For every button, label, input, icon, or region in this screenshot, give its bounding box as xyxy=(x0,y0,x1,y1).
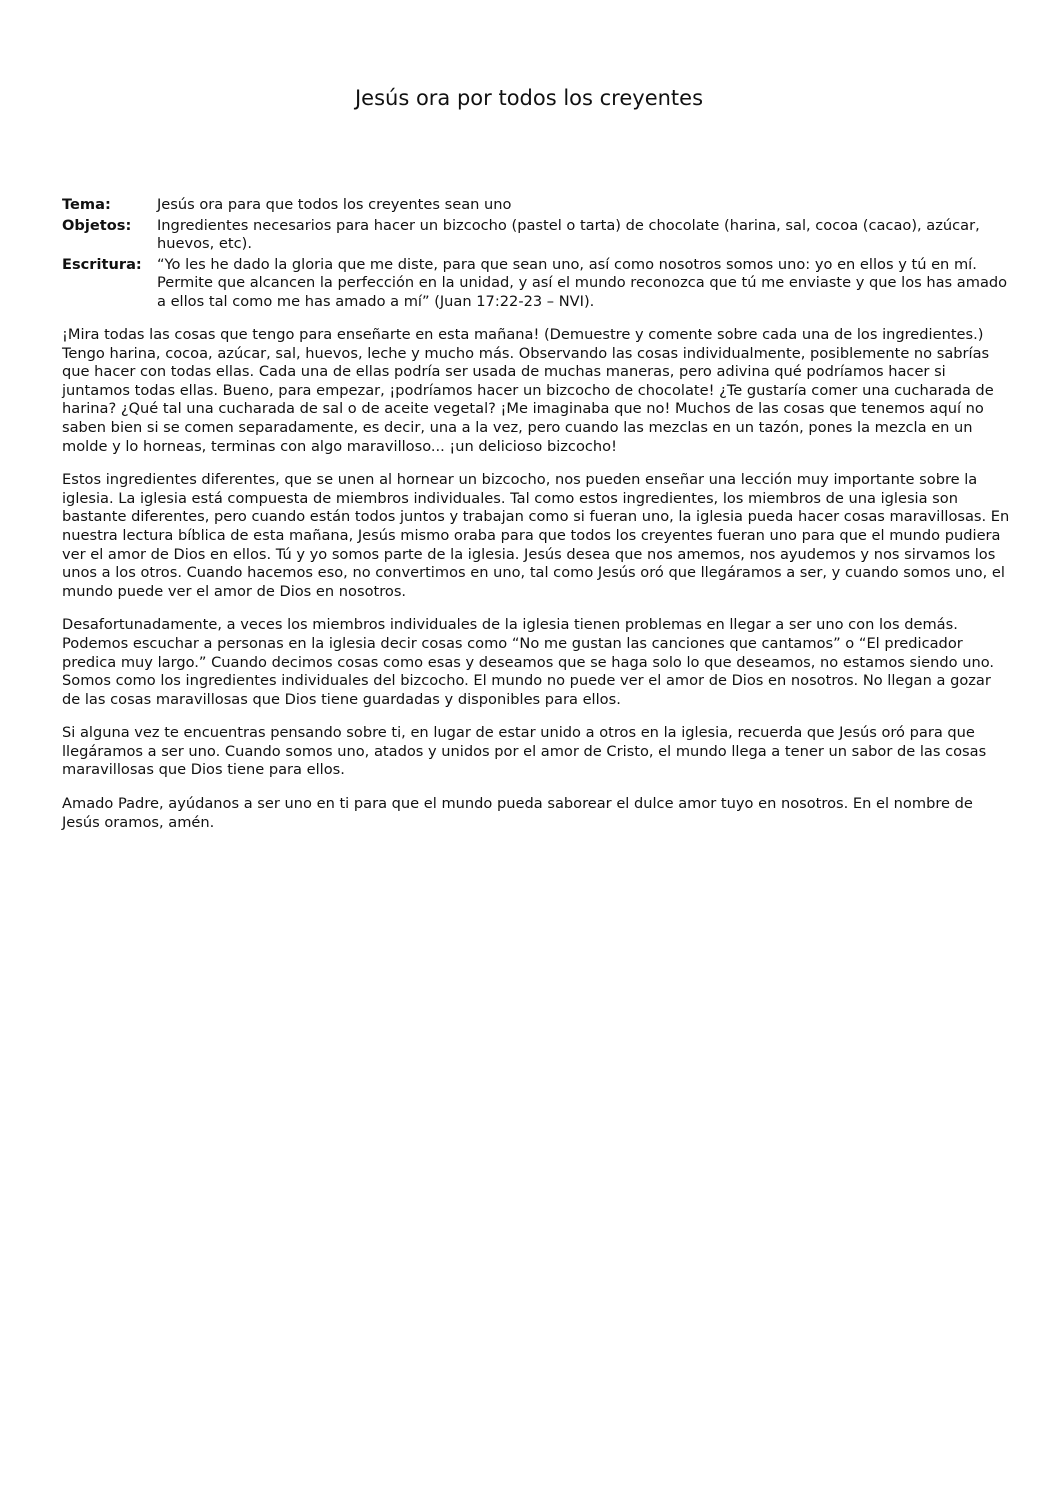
objetos-label: Objetos: xyxy=(62,216,132,234)
meta-row-tema xyxy=(62,196,1012,215)
lesson-meta xyxy=(62,196,1012,314)
body-paragraph: Desafortunadamente, a veces los miembros individuales de la iglesia tienen problemas en llegar a ser uno con los demás. Podemos escuchar a personas en la iglesia decir cosas como “No me gustan las canciones que cantamos” o “El predicador predica muy largo.” Cuando decimos cosas como esas y deseamos que se haga solo lo que deseamos, no estamos siendo uno. Somos como los ingredientes individuales del bizcocho. El mundo no puede ver el amor de Dios en nosotros. No llegan a gozar de las cosas maravillosas que Dios tiene guardadas y disponibles para ellos. xyxy=(62,616,995,708)
body-paragraph: ¡Mira todas las cosas que tengo para enseñarte en esta mañana! (Demuestre y comente sobre cada una de los ingredientes.) Tengo harina, cocoa, azúcar, sal, huevos, leche y mucho más. Observando las cosas individualmente, posiblemente no sabrías que hacer con todas ellas. Cada una de ellas podría ser usada de muchas maneras, pero adivina qué podríamos hacer si juntamos todas ellas. Bueno, para empezar, ¡podríamos hacer un bizcocho de chocolate! ¿Te gustaría comer una cucharada de harina? ¿Qué tal una cucharada de sal o de aceite vegetal? ¡Me imaginaba que no! Muchos de las cosas que tenemos aquí no saben bien si se comen separadamente, es decir, una a la vez, pero cuando las mezclas en un tazón, pones la mezcla en un molde y lo horneas, terminas con algo maravilloso... ¡un delicioso bizcocho! xyxy=(62,326,994,455)
objetos-value: Ingredientes necesarios para hacer un bizcocho (pastel o tarta) de chocolate (harina, sal, cocoa (cacao), azúcar, huevos, etc). xyxy=(157,216,980,253)
escritura-value: “Yo les he dado la gloria que me diste, para que sean uno, así como nosotros somos uno: yo en ellos y tú en mí. Permite que alcancen la perfección en la unidad, y así el mundo reconozca que tú me enviaste y que los has amado a ellos tal como me has amado a mí” (Juan 17:22-23 – NVI). xyxy=(157,255,1008,310)
tema-value: Jesús ora para que todos los creyentes sean uno xyxy=(157,196,512,213)
escritura-label: Escritura: xyxy=(62,255,142,273)
closing-prayer: Amado Padre, ayúdanos a ser uno en ti para que el mundo pueda saborear el dulce amor tuyo en nosotros. En el nombre de Jesús oramos, amén. xyxy=(62,795,973,831)
lesson-body xyxy=(62,326,1012,847)
body-paragraph: Estos ingredientes diferentes, que se unen al hornear un bizcocho, nos pueden enseñar una lección muy importante sobre la iglesia. La iglesia está compuesta de miembros individuales. Tal como estos ingredientes, los miembros de una iglesia son bastante diferentes, pero cuando están todos juntos y trabajan como si fueran uno, la iglesia pueda hacer cosas maravillosas. En nuestra lectura bíblica de esta mañana, Jesús mismo oraba para que todos los creyentes fueran uno para que el mundo pudiera ver el amor de Dios en ellos. Tú y yo somos parte de la iglesia. Jesús desea que nos amemos, nos ayudemos y nos sirvamos los unos a los otros. Cuando hacemos eso, no convertimos en uno, tal como Jesús oró que llegáramos a ser, y cuando somos uno, el mundo puede ver el amor de Dios en nosotros. xyxy=(62,471,1010,600)
meta-row-escritura xyxy=(62,256,1012,312)
meta-row-objetos xyxy=(62,217,1012,254)
page-title: Jesús ora por todos los creyentes xyxy=(354,86,704,110)
tema-label: Tema: xyxy=(62,196,111,213)
body-paragraph: Si alguna vez te encuentras pensando sobre ti, en lugar de estar unido a otros en la iglesia, recuerda que Jesús oró para que llegáramos a ser uno. Cuando somos uno, atados y unidos por el amor de Cristo, el mundo llega a tener un sabor de las cosas maravillosas que Dios tiene para ellos. xyxy=(62,724,987,779)
